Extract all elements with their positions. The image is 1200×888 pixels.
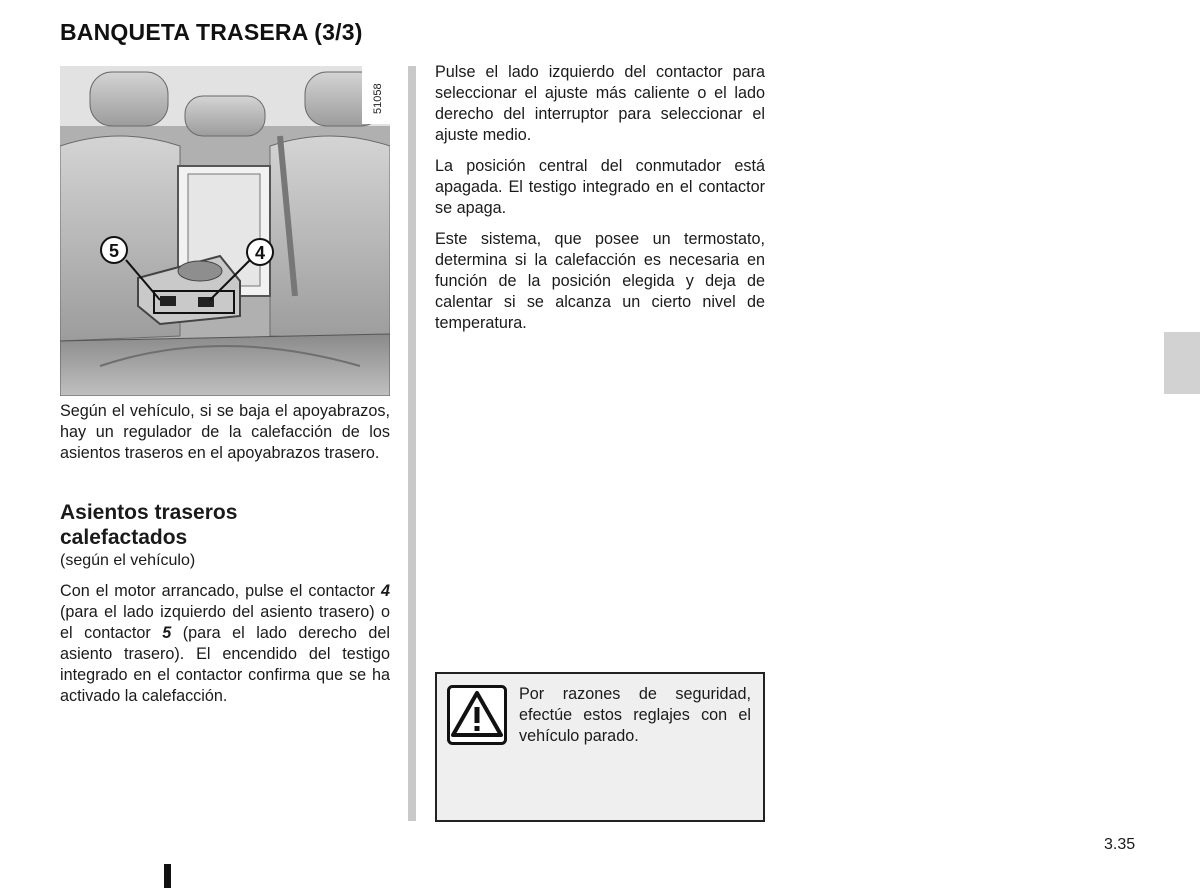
chapter-tab xyxy=(1164,332,1200,394)
warning-box xyxy=(435,672,765,822)
paragraph-central-position: La posición central del conmutador está apagada. El testigo integrado en el contactor se apaga. xyxy=(435,157,765,217)
column-divider xyxy=(408,66,416,821)
rear-seat-drawing xyxy=(60,66,390,396)
page-number: 3.35 xyxy=(1104,836,1136,853)
instructions-paragraph xyxy=(60,581,390,707)
section-title: Asientos traseros calefactados xyxy=(60,501,238,549)
warning-text: Por razones de seguridad, efectúe estos reglajes con el vehículo parado. xyxy=(519,685,751,745)
instructions-part-1: Con el motor arrancado, pulse el contactor xyxy=(60,582,381,600)
page-title: BANQUETA TRASERA (3/3) xyxy=(60,19,363,45)
section-subtitle: (según el vehículo) xyxy=(60,552,196,569)
paragraph-thermostat: Este sistema, que posee un termostato, determina si la calefacción es necesaria en función de la posición elegida y deja de calentar si se alcanza un cierto nivel de temperatura. xyxy=(435,230,765,332)
rear-seat-armrest-illustration xyxy=(60,66,390,396)
switch-ref-5: 5 xyxy=(162,624,172,642)
print-marker xyxy=(164,864,171,888)
switch-ref-4: 4 xyxy=(380,582,390,600)
instructions-part-2: (para el lado izquierdo del asiento trasero) o el contactor xyxy=(60,603,390,642)
right-column xyxy=(435,62,765,344)
paragraph-switch-sides: Pulse el lado izquierdo del contactor para seleccionar el ajuste más caliente o el lado derecho del interruptor para seleccionar el ajuste medio. xyxy=(435,63,765,144)
callout-5-label: 5 xyxy=(108,241,120,261)
warning-triangle-icon xyxy=(447,685,507,750)
instructions-part-3: (para el lado derecho del asiento trasero). El encendido del testigo integrado en el contactor confirma que se ha activado la calefacción. xyxy=(60,624,390,705)
callout-4-label: 4 xyxy=(254,243,266,263)
intro-paragraph: Según el vehículo, si se baja el apoyabrazos, hay un regulador de la calefacción de los asientos traseros en el apoyabrazos trasero. xyxy=(60,402,390,462)
left-column xyxy=(60,401,390,717)
image-number: 51058 xyxy=(372,83,384,114)
